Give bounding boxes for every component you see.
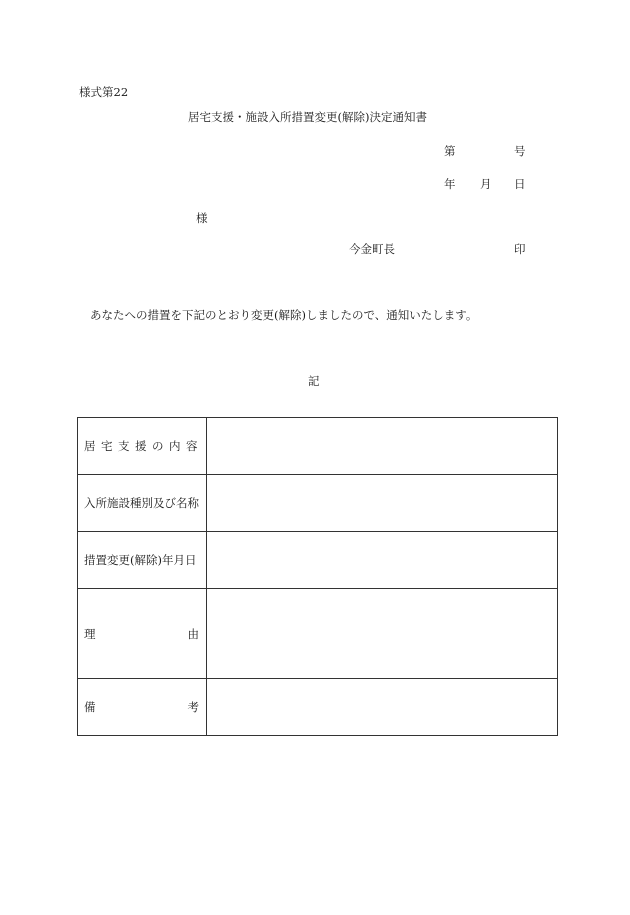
table-row [78,475,558,532]
row-label-reason [78,589,207,679]
document-title: 居宅支援・施設入所措置変更(解除)決定通知書 [188,110,427,124]
row-value-facility[interactable] [207,475,558,532]
row-value-home-support[interactable] [207,418,558,475]
table-row [78,532,558,589]
row-label-change-date [78,532,207,589]
table-row [78,589,558,679]
row-label-left-char: 備 [84,700,96,714]
row-label-text: 措置変更(解除)年月日 [84,553,197,567]
row-label-right-char: 考 [187,700,199,714]
row-label-text: 入所施設種別及び名称 [84,496,199,510]
seal-mark: 印 [514,242,526,256]
addressee-honorific: 様 [196,211,208,225]
issuer-name: 今金町長 [349,242,395,256]
row-value-remarks[interactable] [207,679,558,736]
row-label-left-char: 理 [84,626,96,641]
doc-number-suffix: 号 [514,144,526,158]
doc-number-prefix: 第 [444,144,456,158]
table-row [78,679,558,736]
row-label-facility [78,475,207,532]
notice-body-text: あなたへの措置を下記のとおり変更(解除)しましたので、通知いたします。 [90,308,478,322]
row-value-reason[interactable] [207,589,558,679]
row-value-change-date[interactable] [207,532,558,589]
table-row [78,418,558,475]
date-day-label: 日 [514,177,526,191]
row-label-text: 居宅支援の内容 [84,439,203,453]
date-year-label: 年 [444,177,456,191]
row-label-right-char: 由 [187,626,199,641]
ki-heading: 記 [308,374,320,388]
row-label-home-support [78,418,207,475]
detail-table [77,417,558,736]
row-label-remarks [78,679,207,736]
form-number: 様式第22 [79,85,129,99]
date-month-label: 月 [480,177,492,191]
